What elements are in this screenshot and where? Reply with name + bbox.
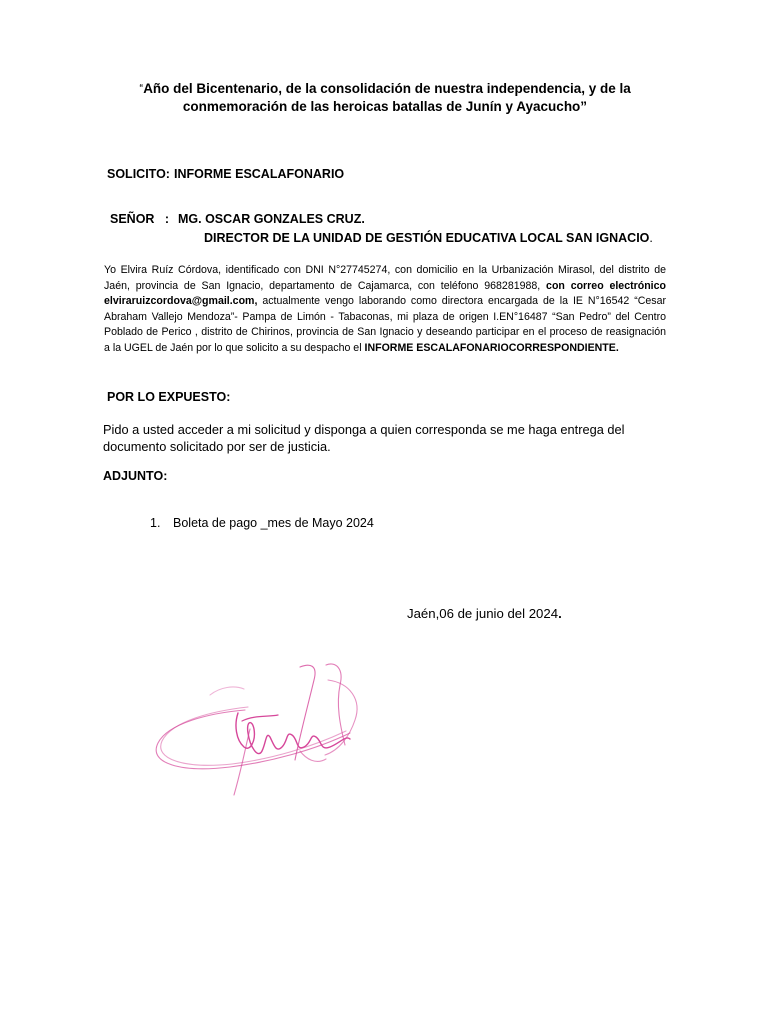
attachment-number: 1. bbox=[150, 516, 161, 530]
subject-value: INFORME ESCALAFONARIO bbox=[174, 167, 345, 181]
body-email: con correo electrónico elviraruizcordova@gmail.com, bbox=[104, 279, 666, 308]
body-text-1: Yo Elvira Ruíz Córdova, identificado con DNI N°27745274, con domicilio en la Urbanización Mirasol, del distrito de Jaén, provincia de San Ignacio, departamento de Cajamarca, con teléfono 968281988, bbox=[104, 264, 666, 292]
addressee-title-end: . bbox=[649, 231, 653, 245]
attachment-item bbox=[150, 516, 374, 530]
motto-line-1: Año del Bicentenario, de la consolidación de nuestra independencia, y de la bbox=[143, 81, 631, 96]
motto-line-2: conmemoración de las heroicas batallas de Junín y Ayacucho” bbox=[182, 99, 588, 114]
subject-line bbox=[107, 167, 344, 181]
body-text-2: actualmente vengo laborando como directora encargada de la IE N°16542 “Cesar Abraham Vallejo Mendoza”- Pampa de Limón - Tabaconas, mi plaza de origen I.EN°16487 “San Pedro” del Centro Poblado de Perico , distrito de Chirinos, provincia de San Ignacio y deseando participar en el proceso de reasignación a la UGEL de Jaén por lo que solicito a su despacho el bbox=[104, 295, 666, 354]
addressee-title bbox=[204, 231, 653, 245]
handwritten-signature-icon bbox=[150, 655, 380, 805]
addressee-line bbox=[110, 212, 365, 226]
place-date-end: . bbox=[558, 606, 562, 621]
addressee-title-text: DIRECTOR DE LA UNIDAD DE GESTIÓN EDUCATIVA LOCAL SAN IGNACIO bbox=[204, 231, 650, 245]
attachments-heading: ADJUNTO: bbox=[103, 469, 168, 483]
motto-open-quote: “ bbox=[139, 83, 144, 92]
addressee-name: MG. OSCAR GONZALES CRUZ. bbox=[178, 212, 365, 226]
body-report-name: INFORME ESCALAFONARIOCORRESPONDIENTE. bbox=[364, 341, 619, 354]
attachment-text: Boleta de pago _mes de Mayo 2024 bbox=[173, 516, 374, 530]
request-body-paragraph bbox=[104, 263, 666, 357]
place-date-text: Jaén,06 de junio del 2024 bbox=[407, 606, 559, 621]
place-date bbox=[407, 606, 562, 621]
subject-label: SOLICITO: bbox=[107, 167, 170, 181]
request-paragraph: Pido a usted acceder a mi solicitud y disponga a quien corresponda se me haga entrega del documento solicitado por ser de justicia. bbox=[103, 422, 625, 454]
expuesto-heading: POR LO EXPUESTO: bbox=[107, 390, 231, 404]
addressee-label: SEÑOR : bbox=[110, 212, 170, 226]
year-motto bbox=[100, 79, 670, 116]
